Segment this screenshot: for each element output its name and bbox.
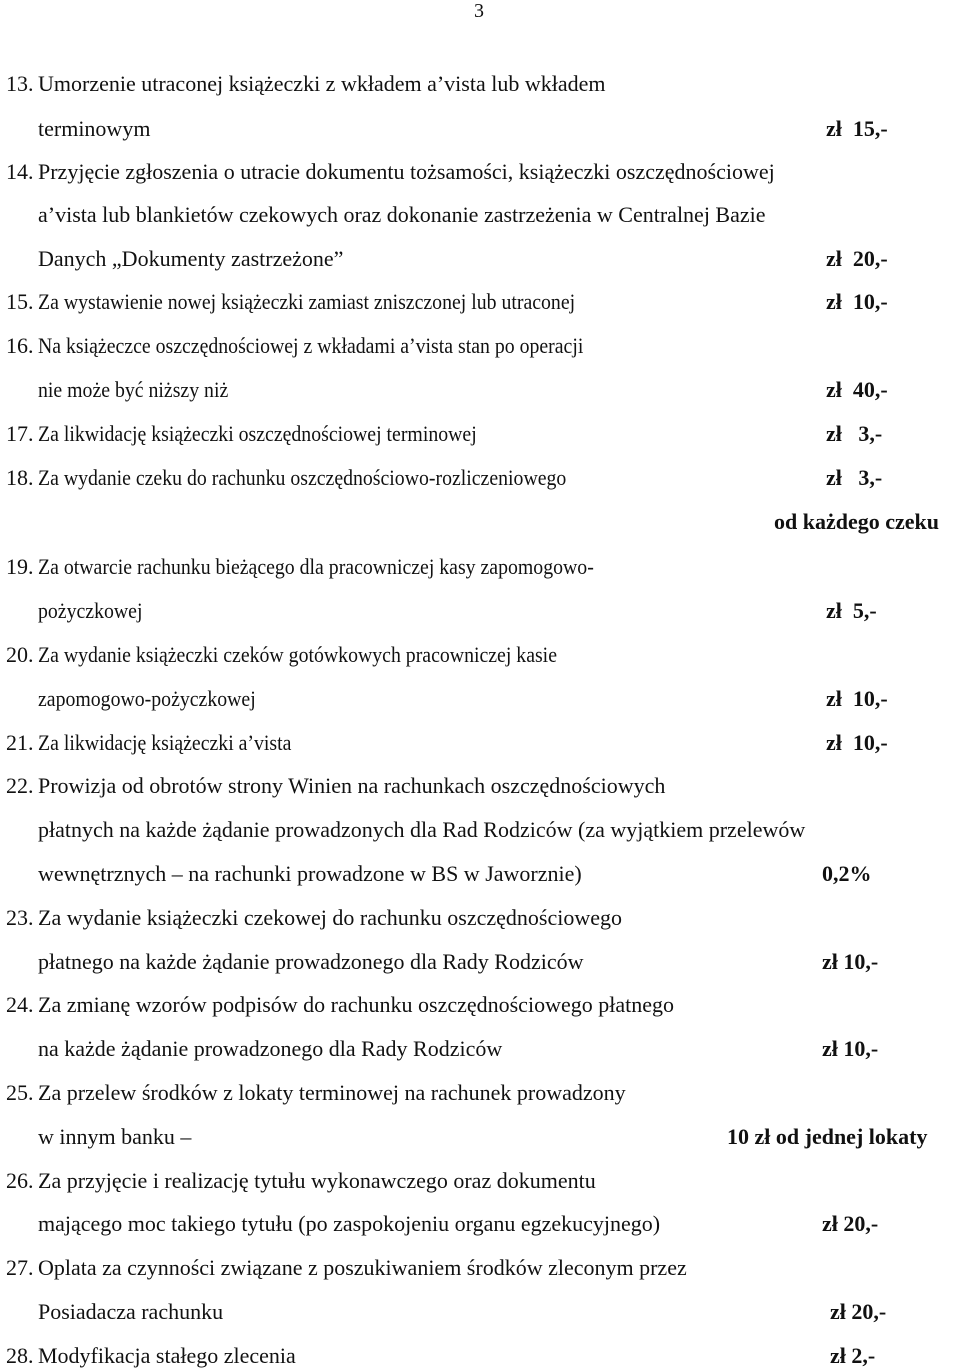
item-number: 19. — [6, 554, 34, 579]
fee-amount: 10,- — [852, 289, 888, 314]
item-number: 25. — [6, 1080, 34, 1105]
fee-currency: zł — [826, 116, 842, 141]
item-text-line: pożyczkowej — [38, 598, 143, 623]
fee-24: zł 10,- — [822, 1036, 879, 1061]
item-number: 14. — [6, 159, 34, 184]
item-text-line: Modyfikacja stałego zlecenia — [38, 1343, 296, 1368]
fee-15 — [826, 288, 888, 316]
fee-amount: 10,- — [852, 686, 888, 711]
fee-28: zł 2,- — [830, 1343, 876, 1368]
item-text-line: mającego moc takiego tytułu (po zaspokojeniu organu egzekucyjnego) — [38, 1211, 661, 1236]
fee-amount: 15,- — [852, 116, 888, 141]
page-number: 3 — [474, 0, 484, 22]
item-text-line: w innym banku – — [38, 1124, 192, 1149]
fee-amount: 40,- — [852, 377, 888, 402]
fee-17 — [826, 420, 882, 448]
fee-23: zł 10,- — [822, 949, 879, 974]
fee-25: 10 zł od jednej lokaty — [727, 1124, 928, 1149]
item-number: 23. — [6, 905, 34, 930]
fee-21 — [826, 729, 888, 757]
item-text-line: zapomogowo-pożyczkowej — [38, 686, 256, 711]
item-number: 26. — [6, 1168, 34, 1193]
item-text-line: płatnych na każde żądanie prowadzonych dla Rad Rodziców (za wyjątkiem przelewów — [38, 817, 806, 842]
fee-currency: zł — [826, 289, 842, 314]
fee-16 — [826, 376, 888, 404]
item-text-line: Posiadacza rachunku — [38, 1299, 224, 1324]
item-text-line: terminowym — [38, 116, 151, 141]
item-number: 20. — [6, 642, 34, 667]
fee-26: zł 20,- — [822, 1211, 879, 1236]
item-text-line: Za zmianę wzorów podpisów do rachunku oszczędnościowego płatnego — [38, 992, 674, 1017]
item-text-line: Danych „Dokumenty zastrzeżone” — [38, 246, 344, 271]
fee-currency: zł — [826, 246, 842, 271]
fee-currency: zł — [826, 377, 842, 402]
item-text-line: Za otwarcie rachunku bieżącego dla pracowniczej kasy zapomogowo- — [38, 554, 594, 579]
fee-22: 0,2% — [822, 861, 872, 886]
item-number: 15. — [6, 289, 34, 314]
item-text-line: na każde żądanie prowadzonego dla Rady Rodziców — [38, 1036, 503, 1061]
item-number: 24. — [6, 992, 34, 1017]
item-text-line: a’vista lub blankietów czekowych oraz dokonanie zastrzeżenia w Centralnej Bazie — [38, 202, 766, 227]
fee-18 — [826, 464, 882, 492]
item-number: 22. — [6, 773, 34, 798]
item-number: 27. — [6, 1255, 34, 1280]
fee-currency: zł — [826, 421, 842, 446]
fee-currency: zł — [826, 730, 842, 755]
item-number: 17. — [6, 421, 34, 446]
item-text-line: Na książeczce oszczędnościowej z wkładami a’vista stan po operacji — [38, 333, 584, 358]
fee-currency: zł — [826, 598, 842, 623]
fee-13 — [826, 115, 888, 143]
item-text-line: wewnętrznych – na rachunki prowadzone w BS w Jaworznie) — [38, 861, 582, 886]
item-text-line: Za przelew środków z lokaty terminowej na rachunek prowadzony — [38, 1080, 626, 1105]
fee-19 — [826, 597, 877, 625]
item-number: 21. — [6, 730, 34, 755]
item-text-line: płatnego na każde żądanie prowadzonego dla Rady Rodziców — [38, 949, 584, 974]
fee-amount: 10,- — [852, 730, 888, 755]
fee-currency: zł — [826, 465, 842, 490]
fee-amount: 5,- — [852, 598, 877, 623]
item-text-line: Przyjęcie zgłoszenia o utracie dokumentu tożsamości, książeczki oszczędnościowej — [38, 159, 775, 184]
item-text-line: Za wydanie książeczki czeków gotówkowych pracowniczej kasie — [38, 642, 557, 667]
fee-currency: zł — [826, 686, 842, 711]
fee-amount: 3,- — [858, 421, 883, 446]
item-text-line: nie może być niższy niż — [38, 377, 229, 402]
item-number: 16. — [6, 333, 34, 358]
item-text-line: Za likwidację książeczki a’vista — [38, 730, 292, 755]
item-number: 13. — [6, 71, 34, 96]
item-text-line: Oplata za czynności związane z poszukiwaniem środków zleconym przez — [38, 1255, 687, 1280]
fee-14 — [826, 245, 888, 273]
item-number: 28. — [6, 1343, 34, 1368]
item-text-line: Prowizja od obrotów strony Winien na rachunkach oszczędnościowych — [38, 773, 666, 798]
fee-note: od każdego czeku — [774, 509, 939, 534]
item-text-line: Za wydanie książeczki czekowej do rachunku oszczędnościowego — [38, 905, 622, 930]
item-text-line: Umorzenie utraconej książeczki z wkładem a’vista lub wkładem — [38, 71, 606, 96]
item-text-line: Za wydanie czeku do rachunku oszczędnościowo-rozliczeniowego — [38, 465, 567, 490]
fee-27: zł 20,- — [830, 1299, 887, 1324]
item-text-line: Za wystawienie nowej książeczki zamiast zniszczonej lub utraconej — [38, 289, 576, 314]
fee-amount: 3,- — [858, 465, 883, 490]
fee-amount: 20,- — [852, 246, 888, 271]
item-text-line: Za likwidację książeczki oszczędnościowej terminowej — [38, 421, 477, 446]
item-number: 18. — [6, 465, 34, 490]
fee-20 — [826, 685, 888, 713]
item-text-line: Za przyjęcie i realizację tytułu wykonawczego oraz dokumentu — [38, 1168, 596, 1193]
